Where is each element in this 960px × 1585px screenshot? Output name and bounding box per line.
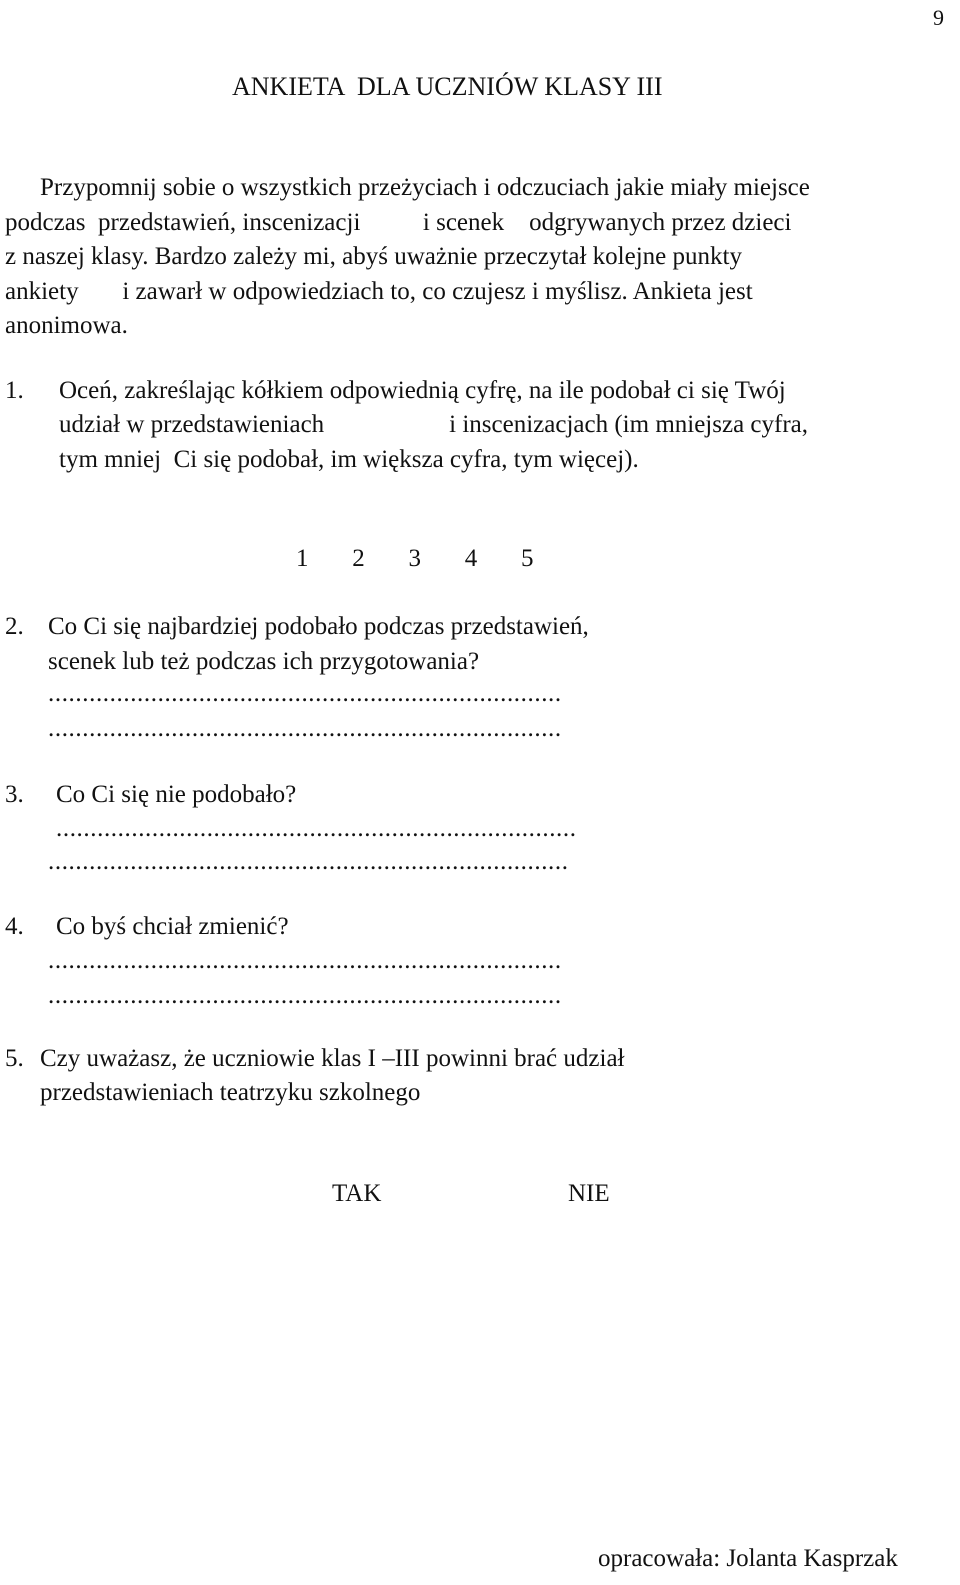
rating-scale[interactable]: 1 2 3 4 5 xyxy=(296,545,534,572)
question-number: 3. xyxy=(5,781,24,808)
author-credit: opracowała: Jolanta Kasprzak xyxy=(598,1545,898,1572)
answer-line[interactable]: ........................................................................... xyxy=(48,715,562,742)
question-number: 4. xyxy=(5,913,24,940)
answer-line[interactable]: ........................................................................... xyxy=(48,680,562,707)
question-text: udział w przedstawieniach i inscenizacjach (im mniejsza cyfra, xyxy=(59,411,809,438)
question-text: Co Ci się nie podobało? xyxy=(56,781,297,808)
question-text: przedstawieniach teatrzyku szkolnego xyxy=(40,1079,421,1106)
intro-line: podczas przedstawień, inscenizacji i scenek odgrywanych przez dzieci xyxy=(5,209,792,236)
question-text: Co byś chciał zmienić? xyxy=(56,913,289,940)
question-text: Oceń, zakreślając kółkiem odpowiednią cyfrę, na ile podobał ci się Twój xyxy=(59,377,786,404)
intro-line: ankiety i zawarł w odpowiedziach to, co czujesz i myślisz. Ankieta jest xyxy=(5,278,753,305)
intro-line: anonimowa. xyxy=(5,312,128,339)
page-number: 9 xyxy=(933,5,944,30)
answer-line[interactable]: ............................................................................ xyxy=(56,815,577,842)
question-text: Co Ci się najbardziej podobało podczas przedstawień, xyxy=(48,613,589,640)
question-number: 2. xyxy=(5,613,24,640)
intro-line: Przypomnij sobie o wszystkich przeżyciach i odczuciach jakie miały miejsce xyxy=(40,174,810,201)
intro-line: z naszej klasy. Bardzo zależy mi, abyś uważnie przeczytał kolejne punkty xyxy=(5,243,742,270)
answer-line[interactable]: ............................................................................ xyxy=(48,848,569,875)
answer-option-no[interactable]: NIE xyxy=(568,1180,610,1207)
question-number: 1. xyxy=(5,377,24,404)
answer-option-yes[interactable]: TAK xyxy=(332,1180,382,1207)
question-text: scenek lub też podczas ich przygotowania? xyxy=(48,648,480,675)
question-text: Czy uważasz, że uczniowie klas I –III powinni brać udział xyxy=(40,1045,625,1072)
answer-line[interactable]: ........................................................................... xyxy=(48,947,562,974)
answer-line[interactable]: ........................................................................... xyxy=(48,982,562,1009)
page-title: ANKIETA DLA UCZNIÓW KLASY III xyxy=(232,72,663,101)
question-number: 5. xyxy=(5,1045,24,1072)
question-text: tym mniej Ci się podobał, im większa cyfra, tym więcej). xyxy=(59,446,639,473)
